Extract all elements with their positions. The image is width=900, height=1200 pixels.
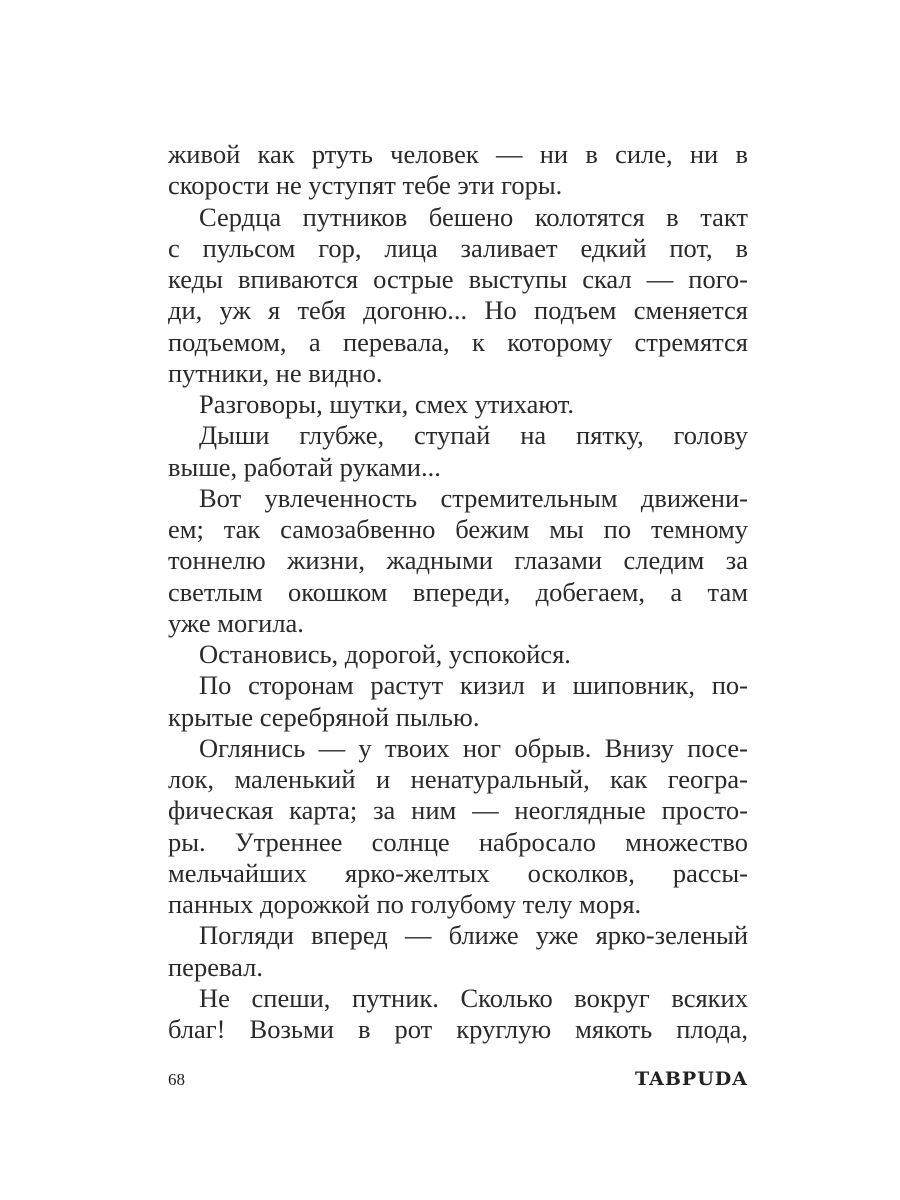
- text-line: путники, не видно.: [168, 357, 383, 388]
- text-line: ди, уж я тебя догоню... Но подъем сменяется: [168, 295, 748, 326]
- text-line: фическая карта; за ним — неоглядные просто-: [168, 795, 748, 826]
- paragraph: [168, 139, 748, 202]
- running-head: TABPUDA: [635, 1068, 748, 1090]
- paragraph: [168, 920, 748, 983]
- text-line: ем; так самозабвенно бежим мы по темному: [168, 514, 748, 544]
- page-number: 68: [168, 1070, 185, 1089]
- text-line: Погляди вперед — ближе уже ярко-зеленый: [199, 920, 748, 951]
- text-line: Сердца путников бешено колотятся в такт: [199, 201, 748, 232]
- text-line: крытые серебряной пылью.: [168, 701, 480, 732]
- text-line: По сторонам растут кизил и шиповник, по-: [199, 670, 748, 701]
- text-line: светлым окошком впереди, добегаем, а там: [168, 576, 748, 607]
- text-line: Не спеши, путник. Сколько вокруг всяких: [199, 982, 748, 1013]
- paragraph: [168, 202, 748, 390]
- paragraph: [168, 483, 748, 639]
- text-line: с пульсом гор, лица заливает едкий пот, в: [168, 232, 748, 263]
- text-line: Дыши глубже, ступай на пятку, голову: [199, 420, 748, 451]
- text-line: Оглянись — у твоих ног обрыв. Внизу посе-: [199, 732, 748, 763]
- text-line: Вот увлеченность стремительным движени-: [199, 482, 748, 513]
- text-line: выше, работай руками...: [168, 451, 441, 482]
- paragraph: [168, 733, 748, 921]
- text-line: мельчайших ярко-желтых осколков, рассы-: [168, 857, 748, 888]
- text-line: скорости не уступят тебе эти горы.: [168, 170, 563, 201]
- text-line: Остановись, дорогой, успокойся.: [199, 639, 571, 669]
- paragraph: [168, 389, 748, 420]
- text-line: кеды впиваются острые выступы скал — пого-: [168, 264, 748, 294]
- text-line: Разговоры, шутки, смех утихают.: [199, 389, 575, 419]
- body-text: [168, 139, 748, 1045]
- paragraph: [168, 420, 748, 483]
- paragraph: [168, 670, 748, 733]
- text-line: подъемом, а перевала, к которому стремятся: [168, 326, 748, 357]
- text-line: ры. Утреннее солнце набросало множество: [168, 826, 748, 857]
- text-line: уже могила.: [168, 607, 304, 638]
- text-line: тоннелю жизни, жадными глазами следим за: [168, 545, 748, 576]
- text-line: благ! Возьми в рот круглую мякоть плода,: [168, 1014, 748, 1044]
- text-line: живой как ртуть человек — ни в силе, ни в: [168, 139, 748, 169]
- text-line: перевал.: [168, 951, 263, 982]
- paragraph: [168, 639, 748, 670]
- text-line: лок, маленький и ненатуральный, как геогра-: [168, 764, 748, 794]
- page-footer: [168, 1068, 748, 1092]
- paragraph: [168, 983, 748, 1046]
- text-line: панных дорожкой по голубому телу моря.: [168, 889, 642, 919]
